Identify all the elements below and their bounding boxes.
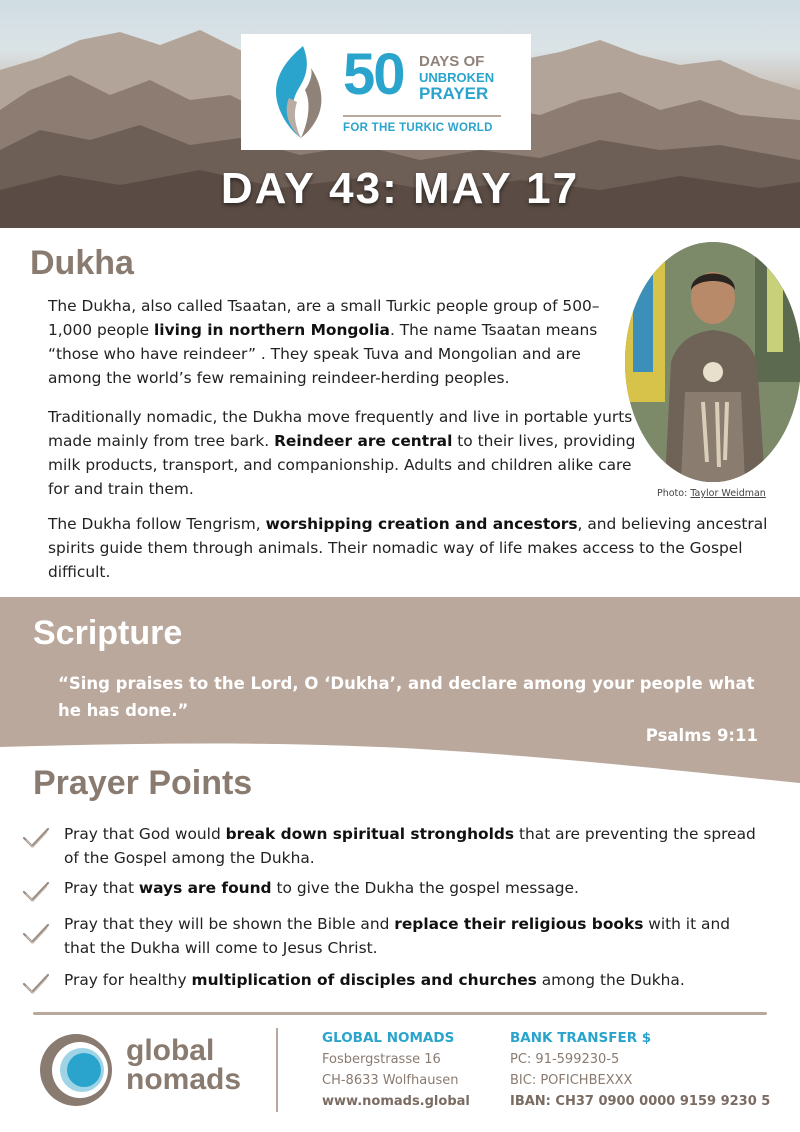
checkmark-icon [22,826,50,850]
portrait-illustration [625,242,800,482]
prayer-point-text [64,876,764,900]
logo-text [419,54,494,102]
body-text: to give the Dukha the gospel message. [271,879,579,897]
prayer-point-text [64,968,764,992]
logo-line-2: UNBROKEN [419,70,495,85]
org-heading: GLOBAL NOMADS [322,1030,455,1046]
body-text: with it and that the Dukha will come to Jesus Christ. [64,915,730,957]
wordmark-line-1: global [126,1034,215,1067]
org-address-line-1: Fosbergstrasse 16 [322,1052,441,1067]
dukha-paragraph-1 [48,294,618,390]
emphasis-text: break down spiritual strongholds [225,825,515,843]
body-text: . The name Tsaatan means “those who have reindeer” . They speak Tuva and Mongolian and are among the world’s few remaining reindeer-herding peoples. [48,321,598,387]
global-nomads-wordmark [126,1036,241,1094]
photo-credit-prefix: Photo: [657,488,691,499]
prayer-point-text [64,912,764,960]
logo-divider [343,115,501,117]
logo-line-1: DAYS OF [419,53,485,70]
campaign-logo [241,34,531,150]
section-title-dukha: Dukha [30,244,134,282]
logo-number: 50 [343,42,404,107]
body-text: among the Dukha. [536,971,685,989]
photo-credit-link[interactable]: Taylor Weidman [690,488,766,499]
emphasis-text: ways are found [138,879,272,897]
org-address-line-2: CH-8633 Wolfhausen [322,1073,459,1088]
emphasis-text: multiplication of disciples and churches [191,971,537,989]
emphasis-text: Reindeer are central [274,432,453,450]
body-text: Pray for healthy [64,971,192,989]
bank-bic: BIC: POFICHBEXXX [510,1073,633,1088]
bank-heading: BANK TRANSFER $ [510,1030,652,1046]
footer-bank-details [510,1028,770,1112]
header-hero [0,0,800,228]
dukha-paragraph-2 [48,405,638,501]
footer-org-contact [322,1028,470,1112]
emphasis-text: living in northern Mongolia [154,321,390,339]
wordmark-line-2: nomads [126,1063,242,1096]
photo-credit [657,488,766,499]
global-nomads-logo-icon [38,1030,118,1110]
checkmark-icon [22,972,50,996]
body-text: to their lives, providing milk products, transport, and companionship. Adults and children alike care for and train them. [48,432,636,498]
emphasis-text: worshipping creation and ancestors [265,515,578,533]
day-title: DAY 43: MAY 17 [220,164,580,213]
body-text: Pray that God would [64,825,226,843]
org-website-link[interactable]: www.nomads.global [322,1094,470,1109]
body-text: Pray that they will be shown the Bible and [64,915,395,933]
logo-line-3: PRAYER [419,84,489,103]
dukha-paragraph-3 [48,512,778,584]
footer-vertical-divider [276,1028,278,1112]
body-text: The Dukha follow Tengrism, [48,515,266,533]
checkmark-icon [22,922,50,946]
footer-divider [33,1012,767,1015]
body-text: Pray that [64,879,139,897]
checkmark-icon [22,880,50,904]
prayer-point-text [64,822,764,870]
bank-pc: PC: 91-599230-5 [510,1052,620,1067]
body-text: that are preventing the spread of the Gospel among the Dukha. [64,825,756,867]
flame-logo-icon [265,42,331,142]
body-text: The Dukha, also called Tsaatan, are a small Turkic people group of 500–1,000 people [48,297,600,339]
body-text: , and believing ancestral spirits guide them through animals. Their nomadic way of life makes access to the Gospel difficult. [48,515,768,581]
scripture-verse: “Sing praises to the Lord, O ‘Dukha’, and declare among your people what he has done.” [58,674,755,720]
section-title-prayer-points: Prayer Points [33,764,253,802]
scripture-reference: Psalms 9:11 [645,726,758,745]
section-title-scripture: Scripture [33,614,183,652]
dukha-portrait-photo [625,242,800,482]
body-text: Traditionally nomadic, the Dukha move frequently and live in portable yurts made mainly from tree bark. [48,408,633,450]
bank-iban: IBAN: CH37 0900 0000 9159 9230 5 [510,1094,771,1109]
emphasis-text: replace their religious books [394,915,644,933]
logo-subtitle: FOR THE TURKIC WORLD [343,122,493,134]
